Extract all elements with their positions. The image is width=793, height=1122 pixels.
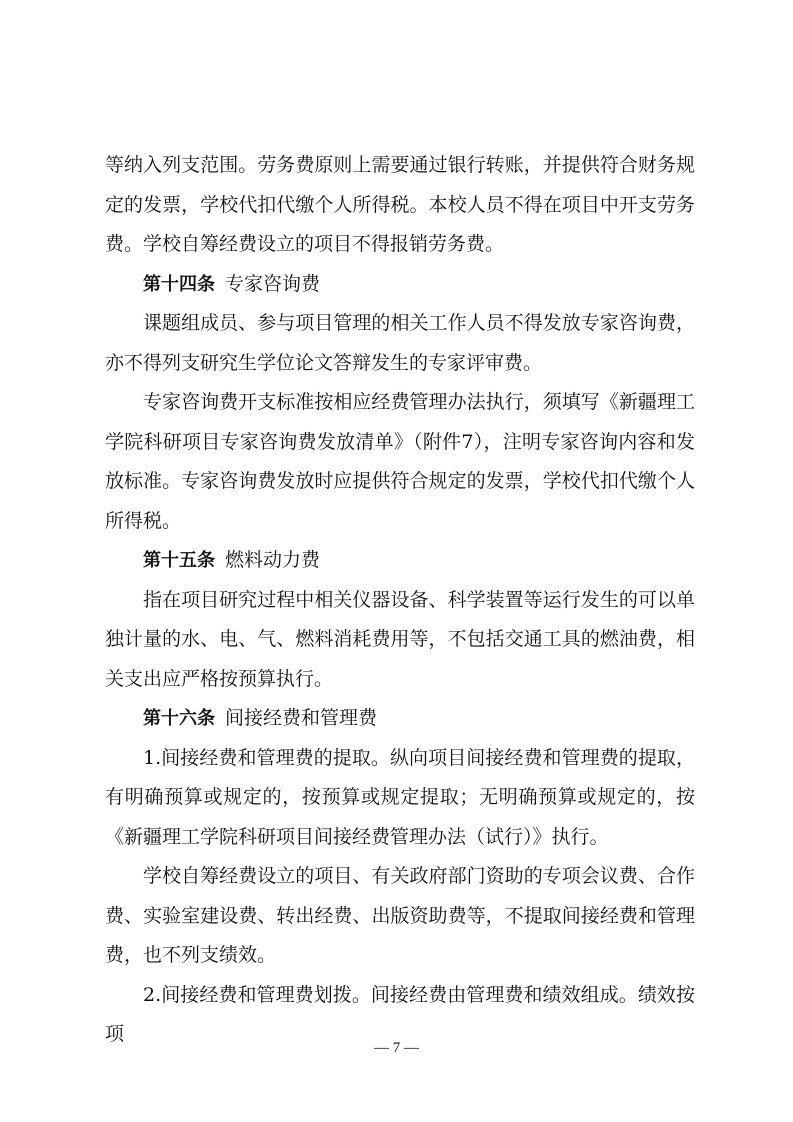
article-14-heading — [105, 265, 695, 305]
page-number: — 7 — — [374, 1040, 419, 1056]
article-15-number: 第十五条 — [143, 550, 215, 571]
paragraph-indirect-fee-allocation: 2.间接经费和管理费划拨。间接经费由管理费和绩效组成。绩效按项 — [105, 983, 695, 1045]
article-16-title: 间接经费和管理费 — [225, 707, 378, 729]
document-body — [105, 146, 695, 1055]
article-15-title: 燃料动力费 — [225, 549, 321, 571]
article-14-title: 专家咨询费 — [225, 272, 321, 295]
paragraph-indirect-fee-exclusions: 学校自筹经费设立的项目、有关政府部门资助的专项会议费、合作费、实验室建设费、转出经费、出版资助费等，不提取间接经费和管理费，也不列支绩效。 — [105, 865, 695, 966]
article-15-heading — [105, 541, 695, 581]
paragraph-expert-fee-restriction: 课题组成员、参与项目管理的相关工作人员不得发放专家咨询费，亦不得列支研究生学位论文答辩发生的专家评审费。 — [105, 312, 695, 374]
article-14-number: 第十四条 — [143, 273, 215, 295]
paragraph-expert-fee-standard: 专家咨询费开支标准按相应经费管理办法执行，须填写《新疆理工学院科研项目专家咨询费发放清单》（附件7），注明专家咨询内容和发放标准。专家咨询费发放时应提供符合规定的发票，学校代扣代缴个人所得税。 — [105, 391, 695, 532]
paragraph-labor-fee-continued: 等纳入列支范围。劳务费原则上需要通过银行转账，并提供符合财务规定的发票，学校代扣代缴个人所得税。本校人员不得在项目中开支劳务费。学校自筹经费设立的项目不得报销劳务费。 — [105, 154, 695, 255]
paragraph-fuel-power-fee: 指在项目研究过程中相关仪器设备、科学装置等运行发生的可以单独计量的水、电、气、燃料消耗费用等，不包括交通工具的燃油费，相关支出应严格按预算执行。 — [105, 588, 695, 690]
article-16-heading — [105, 699, 695, 739]
article-16-number: 第十六条 — [143, 708, 215, 729]
paragraph-indirect-fee-extraction: 1.间接经费和管理费的提取。纵向项目间接经费和管理费的提取，有明确预算或规定的，按预算或规定提取；无明确预算或规定的，按《新疆理工学院科研项目间接经费管理办法（试行）》执行。 — [105, 746, 695, 848]
